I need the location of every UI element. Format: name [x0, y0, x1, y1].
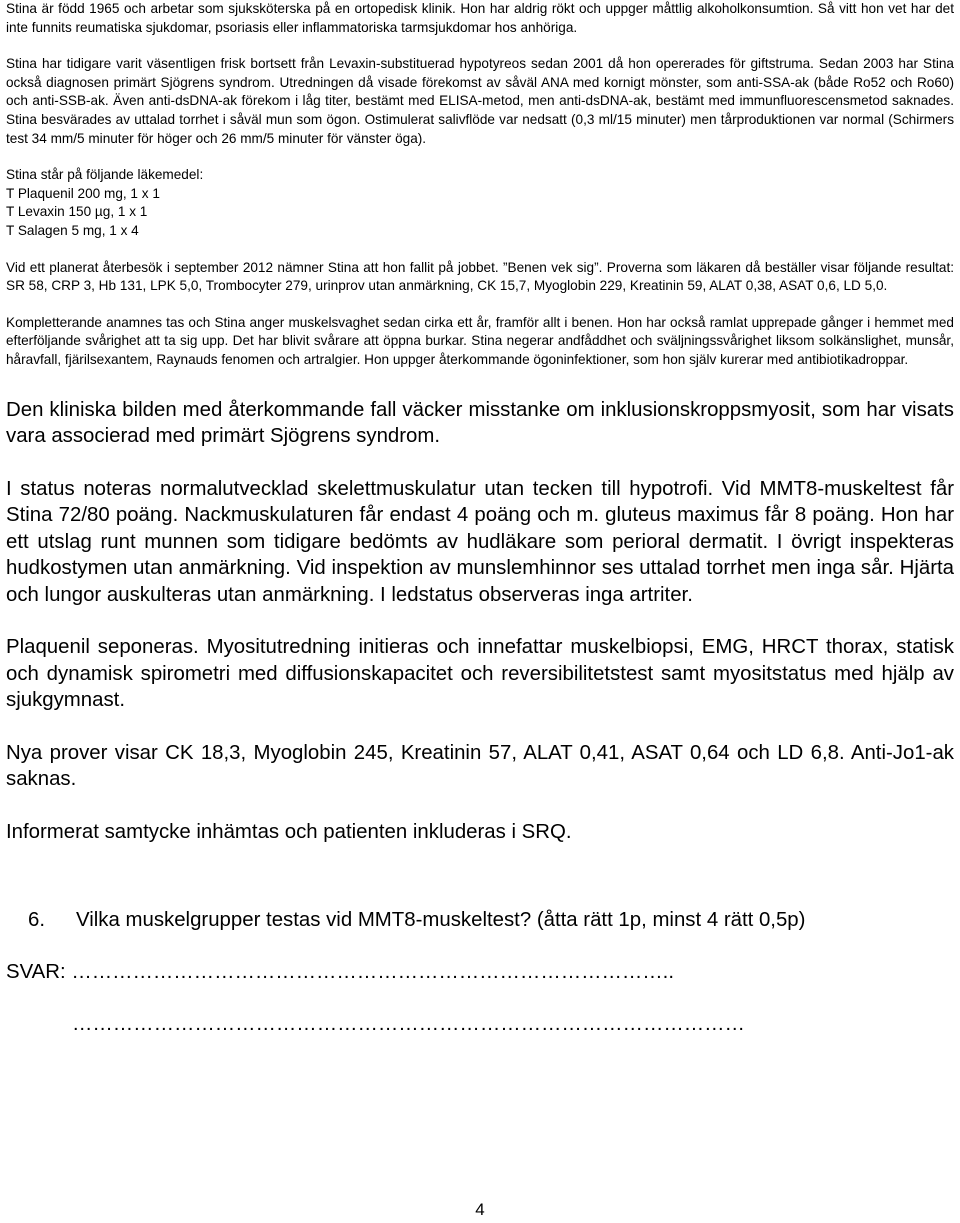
document-page — [6, 0, 954, 1037]
main-section — [6, 397, 954, 846]
question-number: 6. — [28, 909, 46, 931]
main-paragraph-status: I status noteras normalutvecklad skelettmuskulatur utan tecken till hypotrofi. Vid MMT8-muskeltest får Stina 72/80 poäng. Nackmuskulaturen får endast 4 poäng och m. gluteus maximus får 8 poäng. Hon har ett utslag runt munnen som tidigare bedömts av hudläkare som perioral dermatit. I övrigt inspekteras hudkostymen utan anmärkning. Vid inspektion av munslemhinnor ses uttalad torrhet men inga sår. Hjärta och lungor auskulteras utan anmärkning. I ledstatus observeras inga artriter. — [6, 477, 954, 606]
intro-paragraph-background: Stina är född 1965 och arbetar som sjuksköterska på en ortopedisk klinik. Hon har aldrig rökt och uppger måttlig alkoholkonsumtion. Så vitt hon vet har det inte funnits reumatiska sjukdomar, psoriasis eller inflammatoriska tarmsjukdomar hos anhöriga. — [6, 1, 954, 35]
question-6 — [6, 907, 954, 933]
intro-section — [6, 0, 954, 370]
main-paragraph-workup: Plaquenil seponeras. Myositutredning initieras och innefattar muskelbiopsi, EMG, HRCT thorax, statisk och dynamisk spirometri med diffusionskapacitet och reversibilitetstest samt myositstatus med hjälp av sjukgymnast. — [6, 636, 954, 711]
medication-item: T Plaquenil 200 mg, 1 x 1 — [6, 185, 160, 201]
intro-paragraph-anamnesis: Kompletterande anamnes tas och Stina anger muskelsvaghet sedan cirka ett år, framför allt i benen. Hon har också ramlat upprepade gånger i hemmet med efterföljande svårighet att ta sig upp. Det har blivit svårare att öppna burkar. Stina negerar andfåddhet och sväljningssvårighet liksom solkänslighet, munsår, håravfall, fjärilsexantem, Raynauds fenomen och artralgier. Hon uppger återkommande ögoninfektioner, som hon själv kurerar med antibiotikadroppar. — [6, 314, 954, 367]
answer-line-2: ……………………………………………………………………………………… — [72, 1013, 745, 1035]
page-number: 4 — [475, 1200, 485, 1219]
question-text: Vilka muskelgrupper testas vid MMT8-muskeltest? (åtta rätt 1p, minst 4 rätt 0,5p) — [76, 909, 806, 931]
medication-item: T Levaxin 150 µg, 1 x 1 — [6, 204, 148, 220]
medication-item: T Salagen 5 mg, 1 x 4 — [6, 222, 139, 238]
intro-paragraph-revisit: Vid ett planerat återbesök i september 2012 nämner Stina att hon fallit på jobbet. ”Benen vek sig”. Proverna som läkaren då beställer visar följande resultat: SR 58, CRP 3, Hb 131, LPK 5,0, Trombocyter 279, urinprov utan anmärkning, CK 15,7, Myoglobin 229, Kreatinin 59, ALAT 0,38, ASAT 0,6, LD 5,0. — [6, 259, 954, 294]
main-paragraph-new-tests: Nya prover visar CK 18,3, Myoglobin 245, Kreatinin 57, ALAT 0,41, ASAT 0,64 och LD 6,8. Anti-Jo1-ak saknas. — [6, 741, 954, 790]
main-paragraph-clinical-picture: Den kliniska bilden med återkommande fall väcker misstanke om inklusionskroppsmyosit, som har visats vara associerad med primärt Sjögrens syndrom. — [6, 398, 954, 447]
medications-heading: Stina står på följande läkemedel: — [6, 167, 204, 183]
answer-line-1: SVAR: …………………………………………………………………………….. — [6, 961, 675, 983]
intro-paragraph-history: Stina har tidigare varit väsentligen frisk bortsett från Levaxin-substituerad hypotyreos sedan 2001 då hon opererades för giftstruma. Sedan 2003 har Stina också diagnosen primärt Sjögrens syndrom. Utredningen då visade förekomst av såväl ANA med kornigt mönster, som anti-SSA-ak (både Ro52 och Ro60) och anti-SSB-ak. Även anti-dsDNA-ak förekom i låg titer, bestämt med ELISA-metod, men anti-dsDNA-ak, bestämt med immunfluorescensmetod saknades. Stina besvärades av uttalad torrhet i såväl mun som ögon. Ostimulerat salivflöde var nedsatt (0,3 ml/15 minuter) men tårproduktionen var normal (Schirmers test 34 mm/5 minuter för höger och 26 mm/5 minuter för vänster öga). — [6, 56, 954, 146]
main-paragraph-consent: Informerat samtycke inhämtas och patienten inkluderas i SRQ. — [6, 820, 572, 843]
